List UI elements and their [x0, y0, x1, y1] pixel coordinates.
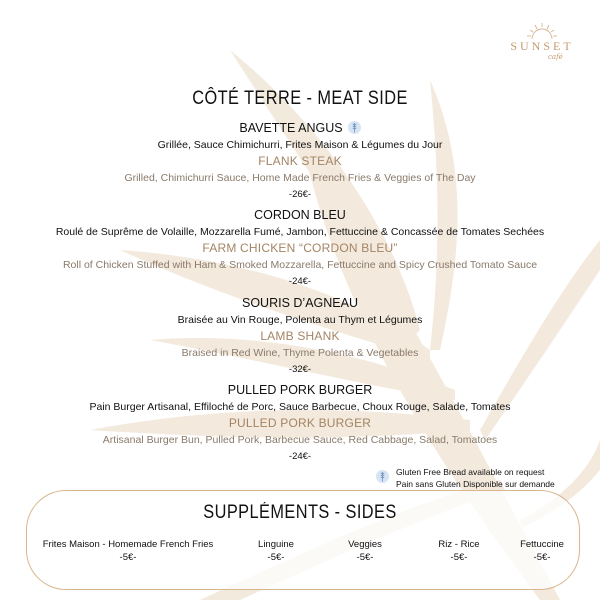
- side-price: -5€-: [356, 552, 374, 563]
- dish-name: SOURIS D’AGNEAU: [242, 296, 358, 310]
- side-name: Linguine: [258, 539, 294, 550]
- side-price: -5€-: [119, 552, 137, 563]
- dish-price: -24€-: [288, 451, 312, 462]
- gluten-note-fr: Pain sans Gluten Disponible sur demande: [396, 479, 555, 489]
- side-item-fries: [38, 538, 218, 564]
- dish-description-en: Braised in Red Wine, Thyme Polenta & Vegetables: [181, 347, 419, 359]
- side-price: -5€-: [267, 552, 285, 563]
- side-name: Frites Maison - Homemade French Fries: [42, 539, 214, 550]
- dish-cordon-bleu: [0, 207, 600, 289]
- gluten-note-en: Gluten Free Bread available on request: [396, 467, 545, 477]
- dish-souris-dagneau: [0, 295, 600, 377]
- side-price: -5€-: [533, 552, 551, 563]
- dish-description-en: Roll of Chicken Stuffed with Ham & Smoked Mozzarella, Fettuccine and Spicy Crushed Tomato Sauce: [62, 259, 538, 271]
- dish-price: -24€-: [288, 276, 312, 287]
- side-price: -5€-: [450, 552, 468, 563]
- sides-title: SUPPLÉMENTS - SIDES: [203, 502, 397, 523]
- dish-name-en: FARM CHICKEN “CORDON BLEU”: [202, 241, 398, 255]
- dish-name: BAVETTE ANGUS: [239, 121, 343, 135]
- dish-price: -26€-: [288, 189, 312, 200]
- dish-description-en: Artisanal Burger Bun, Pulled Pork, Barbecue Sauce, Red Cabbage, Salad, Tomatoes: [102, 434, 498, 446]
- dish-description-fr: Pain Burger Artisanal, Effiloché de Porc, Sauce Barbecue, Choux Rouge, Salade, Tomates: [89, 401, 511, 413]
- brand-subtitle: café: [548, 53, 563, 61]
- side-item-veggies: [331, 538, 399, 564]
- dish-pulled-pork-burger: [0, 382, 600, 464]
- dish-bavette-angus: [0, 120, 600, 202]
- sun-icon: [526, 22, 558, 40]
- dish-name-en: FLANK STEAK: [258, 154, 342, 168]
- side-name: Fettuccine: [520, 539, 564, 550]
- side-item-rice: [424, 538, 494, 564]
- side-name: Riz - Rice: [438, 539, 480, 550]
- wheat-icon: [348, 121, 361, 134]
- side-name: Veggies: [348, 539, 382, 550]
- side-item-linguine: [240, 538, 312, 564]
- dish-description-fr: Braisée au Vin Rouge, Polenta au Thym et Légumes: [177, 314, 423, 326]
- dish-description-fr: Roulé de Suprême de Volaille, Mozzarella Fumé, Jambon, Fettuccine & Concassée de Tomates Sechées: [55, 226, 545, 238]
- dish-price: -32€-: [288, 364, 312, 375]
- dish-name: PULLED PORK BURGER: [227, 383, 373, 397]
- wheat-icon: [376, 470, 389, 483]
- dish-name: CORDON BLEU: [254, 208, 346, 222]
- brand-name: SUNSET: [510, 39, 574, 53]
- section-title: CÔTÉ TERRE - MEAT SIDE: [192, 88, 408, 109]
- sunset-cafe-logo: [502, 22, 582, 66]
- dish-name-en: PULLED PORK BURGER: [228, 416, 372, 430]
- dish-description-en: Grilled, Chimichurri Sauce, Home Made French Fries & Veggies of The Day: [124, 172, 476, 184]
- side-item-fettuccine: [510, 538, 574, 564]
- dish-name-en: LAMB SHANK: [260, 329, 340, 343]
- dish-description-fr: Grillée, Sauce Chimichurri, Frites Maison & Légumes du Jour: [157, 139, 443, 151]
- dish-name-line: [0, 120, 600, 137]
